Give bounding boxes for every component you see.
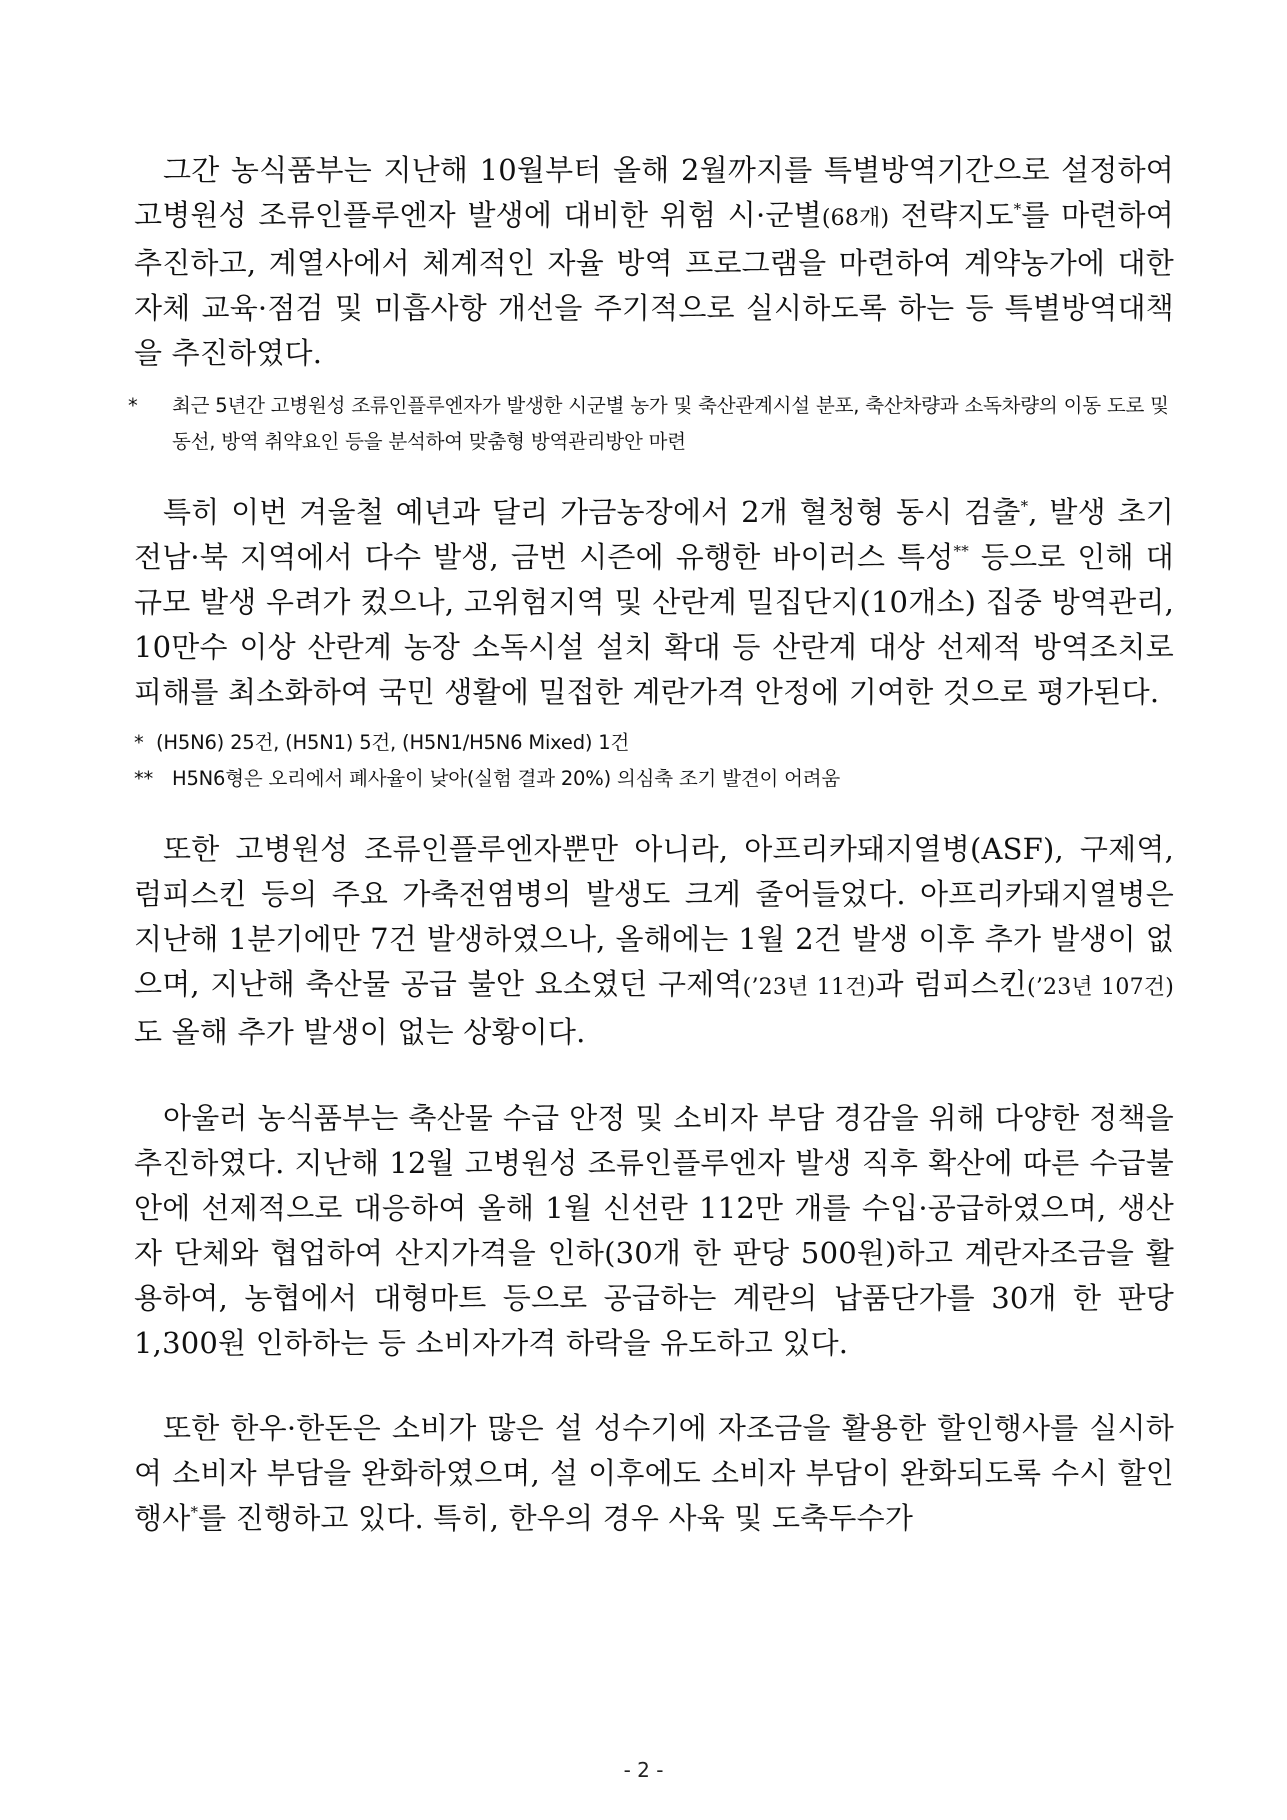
- paragraph-special-quarantine-period: [134, 148, 1174, 376]
- p2-text-2: , 발생 초기 전남·북 지역에서 다수 발생, 금번 시즌에 유행한 바이러스 특성: [134, 495, 1174, 574]
- p2-footnote-mark-1: *: [1020, 497, 1029, 515]
- footnote-text: (H5N6) 25건, (H5N1) 5건, (H5N1/H5N6 Mixed) 1건: [156, 731, 630, 754]
- p1-text-3: 를 마련하여 추진하고, 계열사에서 체계적인 자율 방역 프로그램을 마련하여 계약농가에 대한 자체 교육·점검 및 미흡사항 개선을 주기적으로 실시하도록 하는 등 특별방역대책을 추진하였다.: [134, 198, 1174, 370]
- footnote-mark: *: [128, 394, 138, 417]
- p2-text-3: 등으로 인해 대규모 발생 우려가 컸으나, 고위험지역 및 산란계 밀집단지(10개소) 집중 방역관리, 10만수 이상 산란계 농장 소독시설 설치 확대 등 산란계 대상 선제적 방역조치로 피해를 최소화하여 국민 생활에 밀접한 계란가격 안정에 기여한 것으로 평가된다.: [134, 540, 1174, 709]
- p1-text-2: 전략지도: [889, 198, 1014, 232]
- p3-small-lsd-count: (’23년 107건): [1027, 975, 1174, 1000]
- paragraph-winter-outbreak: [134, 490, 1174, 715]
- p1-text-1: 그간 농식품부는 지난해 10월부터 올해 2월까지를 특별방역기간으로 설정하여 고병원성 조류인플루엔자 발생에 대비한 위험 시·군별: [134, 153, 1174, 232]
- p3-small-fmd-count: (’23년 11건): [742, 975, 876, 1000]
- p5-text-2: 를 진행하고 있다. 특히, 한우의 경우 사육 및 도축두수가: [198, 1501, 914, 1535]
- paragraph-other-diseases: [134, 827, 1174, 1055]
- footnote-text: H5N6형은 오리에서 폐사율이 낮아(실험 결과 20%) 의심축 조기 발견이 어려움: [172, 767, 841, 790]
- footnote-text: 최근 5년간 고병원성 조류인플루엔자가 발생한 시군별 농가 및 축산관계시설 분포, 축산차량과 소독차량의 이동 도로 및 동선, 방역 취약요인 등을 분석하여 맞춤형 방역관리방안 마련: [172, 394, 1169, 453]
- p5-text-1: 또한 한우·한돈은 소비가 많은 설 성수기에 자조금을 활용한 할인행사를 실시하여 소비자 부담을 완화하였으며, 설 이후에도 소비자 부담이 완화되도록 수시 할인행사: [134, 1411, 1174, 1535]
- footnote-mark: **: [134, 767, 154, 790]
- p1-footnote-mark: *: [1013, 200, 1022, 218]
- p3-text-3: 도 올해 추가 발생이 없는 상황이다.: [134, 1015, 586, 1049]
- p1-small-count: (68개): [821, 206, 890, 231]
- footnote-serotype-counts: [134, 725, 1174, 761]
- p2-text-1: 특히 이번 겨울철 예년과 달리 가금농장에서 2개 혈청형 동시 검출: [163, 495, 1021, 529]
- paragraph-hanwoo-handon-discount: [134, 1406, 1174, 1541]
- p2-footnote-mark-2: **: [953, 542, 969, 560]
- footnote-mark: *: [134, 731, 144, 754]
- page-number: - 2 -: [623, 1758, 664, 1782]
- paragraph-egg-supply-policy: 아울러 농식품부는 축산물 수급 안정 및 소비자 부담 경감을 위해 다양한 정책을 추진하였다. 지난해 12월 고병원성 조류인플루엔자 발생 직후 확산에 따른 수급불안에 선제적으로 대응하여 올해 1월 신선란 112만 개를 수입·공급하였으며, 생산자 단체와 협업하여 산지가격을 인하(30개 한 판당 500원)하고 계란자조금을 활용하여, 농협에서 대형마트 등으로 공급하는 계란의 납품단가를 30개 한 판당 1,300원 인하하는 등 소비자가격 하락을 유도하고 있다.: [134, 1101, 1174, 1360]
- footnote-strategy-map: [128, 388, 1174, 460]
- p3-text-1: 또한 고병원성 조류인플루엔자뿐만 아니라, 아프리카돼지열병(ASF), 구제역, 럼피스킨 등의 주요 가축전염병의 발생도 크게 줄어들었다. 아프리카돼지열병은 지난해 1분기에만 7건 발생하였으나, 올해에는 1월 2건 발생 이후 추가 발생이 없으며, 지난해 축산물 공급 불안 요소였던 구제역: [134, 832, 1174, 1001]
- p3-text-2: 과 럼피스킨: [875, 967, 1028, 1001]
- footnote-h5n6-mortality: [134, 761, 1174, 797]
- p5-footnote-mark: *: [190, 1503, 199, 1521]
- document-page: [128, 148, 1174, 1541]
